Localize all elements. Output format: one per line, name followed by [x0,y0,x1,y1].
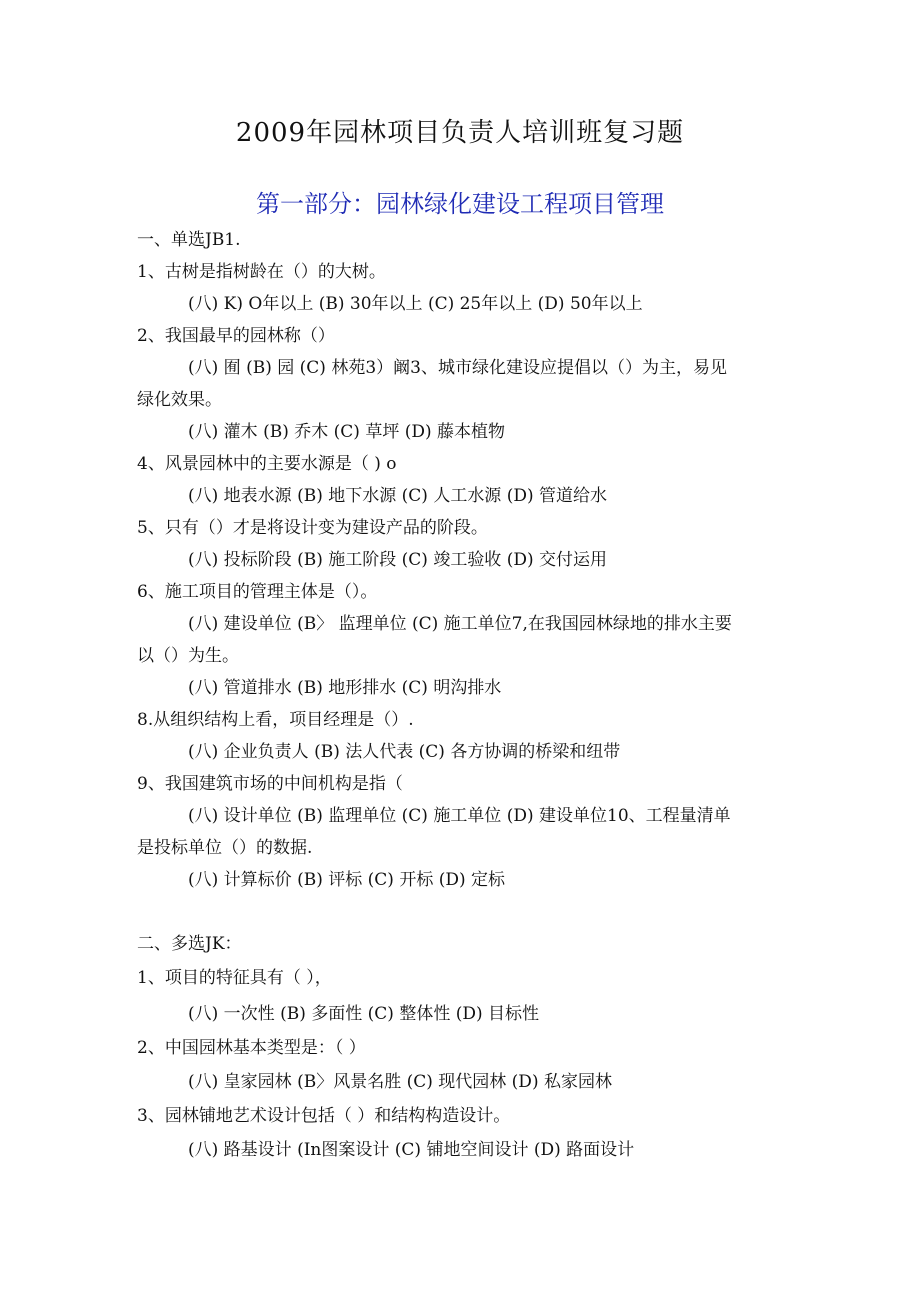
question-line: 1、项目的特征具有（ ）， [137,968,332,988]
options-line: (八) 路基设计 (In图案设计 (C) 铺地空间设计 (D) 路面设计 [188,1140,635,1160]
part-heading: 第一部分：园林绿化建设工程项目管理 [256,190,664,218]
question-line: 2、我国最早的园林称（） [137,326,335,346]
question-line: 3、园林铺地艺术设计包括（ ）和结构构造设计。 [137,1106,511,1126]
question-line: 是投标单位（）的数据. [137,838,313,858]
options-line: (八) 灌木 (B) 乔木 (C) 草坪 (D) 藤本植物 [188,422,506,442]
question-line: 绿化效果。 [137,390,222,410]
question-line: 2、中国园林基本类型是：（ ） [137,1038,366,1058]
question-line: 9、我国建筑市场的中间机构是指（ [137,774,403,794]
section-heading-single-choice: 一、单选JB1. [137,230,241,250]
section-heading-multiple-choice: 二、多选JK： [137,934,242,954]
options-line: (八) 管道排水 (B) 地形排水 (C) 明沟排水 [188,678,502,698]
question-line: 8.从组织结构上看，项目经理是（）. [137,710,414,730]
options-line: (八) 囿 (B) 园 (C) 林苑3）阚3、城市绿化建设应提倡以（）为主，易见 [188,358,727,378]
options-line: (八) 地表水源 (B) 地下水源 (C) 人工水源 (D) 管道给水 [188,486,608,506]
options-line: (八) 投标阶段 (B) 施工阶段 (C) 竣工验收 (D) 交付运用 [188,550,608,570]
question-line: 4、风景园林中的主要水源是（ ) o [137,454,397,474]
options-line: (八) 计算标价 (B) 评标 (C) 开标 (D) 定标 [188,870,506,890]
question-line: 6、施工项目的管理主体是（）。 [137,582,378,602]
options-line: (八) K) O年以上 (B) 30年以上 (C) 25年以上 (D) 50年以上 [188,294,643,314]
options-line: (八) 建设单位 (B〉 监理单位 (C) 施工单位7,在我国园林绿地的排水主要 [188,614,732,634]
question-line: 5、只有（）才是将设计变为建设产品的阶段。 [137,518,488,538]
options-line: (八) 一次性 (B) 多面性 (C) 整体性 (D) 目标性 [188,1004,540,1024]
question-line: 1、古树是指树龄在（）的大树。 [137,262,386,282]
question-line: 以（）为生。 [137,646,239,666]
options-line: (八) 企业负责人 (B) 法人代表 (C) 各方协调的桥梁和纽带 [188,742,621,762]
options-line: (八) 设计单位 (B) 监理单位 (C) 施工单位 (D) 建设单位10、工程量清单 [188,806,731,826]
options-line: (八) 皇家园林 (B〉风景名胜 (C) 现代园林 (D) 私家园林 [188,1072,612,1092]
document-title: 2009年园林项目负责人培训班复习题 [235,118,685,148]
